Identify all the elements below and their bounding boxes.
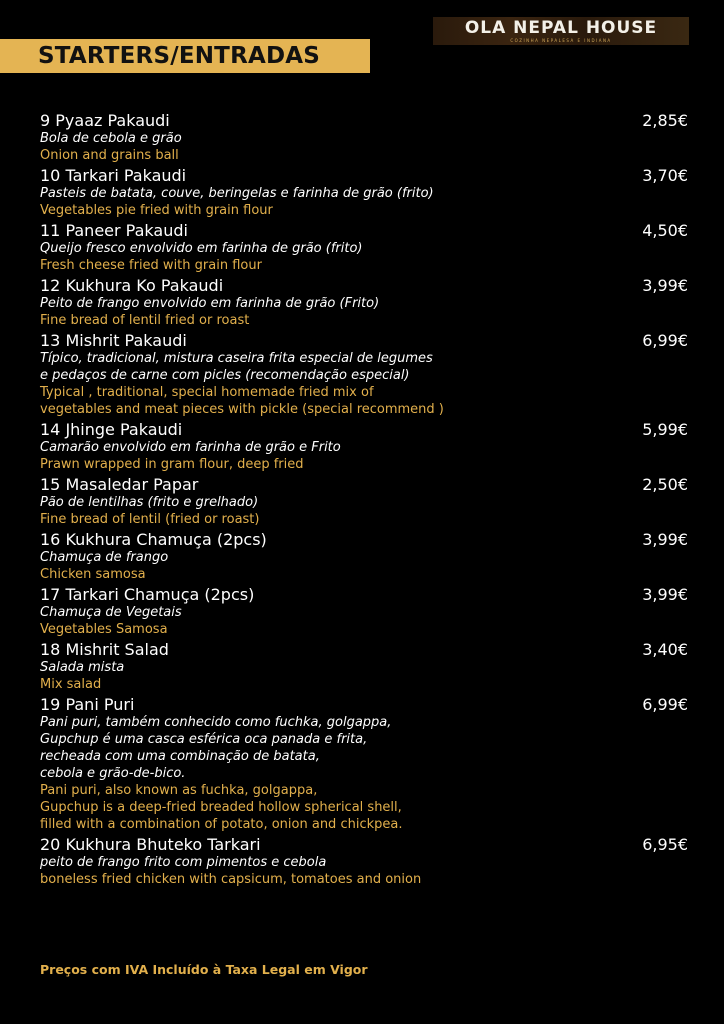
- menu-item-description-pt: e pedaços de carne com picles (recomendação especial): [40, 368, 410, 383]
- menu-item-description-pt: Chamuça de frango: [40, 550, 169, 565]
- menu-item-price: 3,99€: [642, 530, 688, 549]
- menu-item-price: 2,85€: [642, 111, 688, 130]
- menu-item: [40, 835, 690, 888]
- menu-item: [40, 475, 690, 528]
- menu-item-name: 12 Kukhura Ko Pakaudi: [40, 276, 224, 295]
- menu-item-name: 15 Masaledar Papar: [40, 475, 199, 494]
- section-title: STARTERS/ENTRADAS: [38, 43, 321, 69]
- menu-item-description-pt: Chamuça de Vegetais: [40, 605, 182, 620]
- menu-item-price: 6,99€: [642, 331, 688, 350]
- menu-item-description-pt: Bola de cebola e grão: [40, 131, 182, 146]
- menu-item-name: 10 Tarkari Pakaudi: [40, 166, 187, 185]
- menu-item-price: 2,50€: [642, 475, 688, 494]
- menu-item-description-pt: Camarão envolvido em farinha de grão e Frito: [40, 440, 341, 455]
- section-header-bar: [0, 39, 370, 73]
- menu-item-description-pt: Pasteis de batata, couve, beringelas e farinha de grão (frito): [40, 186, 434, 201]
- menu-item-description-en: Typical , traditional, special homemade fried mix of: [40, 385, 374, 400]
- menu-item-price: 3,70€: [642, 166, 688, 185]
- menu-item: [40, 585, 690, 638]
- menu-item-description-en: Gupchup is a deep-fried breaded hollow spherical shell,: [40, 800, 402, 815]
- menu-item-description-pt: Típico, tradicional, mistura caseira frita especial de legumes: [40, 351, 433, 366]
- menu-item-description-en: boneless fried chicken with capsicum, tomatoes and onion: [40, 872, 422, 887]
- menu-item: [40, 640, 690, 693]
- menu-item-name: 20 Kukhura Bhuteko Tarkari: [40, 835, 261, 854]
- menu-item-description-en: Fine bread of lentil (fried or roast): [40, 512, 260, 527]
- menu-item-price: 3,40€: [642, 640, 688, 659]
- menu-item-description-en: Fresh cheese fried with grain flour: [40, 258, 262, 273]
- menu-item-price: 3,99€: [642, 276, 688, 295]
- menu-item: [40, 530, 690, 583]
- menu-item-description-en: vegetables and meat pieces with pickle (special recommend ): [40, 402, 444, 417]
- menu-item-price: 6,95€: [642, 835, 688, 854]
- menu-item-description-pt: Salada mista: [40, 660, 125, 675]
- menu-item: [40, 111, 690, 164]
- menu-item-name: 14 Jhinge Pakaudi: [40, 420, 183, 439]
- menu-item-description-en: Vegetables Samosa: [40, 622, 168, 637]
- menu-item-description-pt: Pani puri, também conhecido como fuchka, golgappa,: [40, 715, 392, 730]
- menu-item-name: 13 Mishrit Pakaudi: [40, 331, 187, 350]
- menu-item-price: 5,99€: [642, 420, 688, 439]
- menu-item-name: 17 Tarkari Chamuça (2pcs): [40, 585, 255, 604]
- footer-tax-note: Preços com IVA Incluído à Taxa Legal em Vigor: [40, 962, 368, 977]
- menu-item-description-en: Chicken samosa: [40, 567, 146, 582]
- menu-item: [40, 221, 690, 274]
- menu-item-description-pt: Peito de frango envolvido em farinha de grão (Frito): [40, 296, 380, 311]
- menu-item-name: 19 Pani Puri: [40, 695, 135, 714]
- menu-item-price: 6,99€: [642, 695, 688, 714]
- menu-item: [40, 276, 690, 329]
- menu-item-description-pt: Gupchup é uma casca esférica oca panada e frita,: [40, 732, 368, 747]
- menu-item-description-pt: peito de frango frito com pimentos e cebola: [40, 855, 327, 870]
- menu-item-description-en: Vegetables pie fried with grain flour: [40, 203, 273, 218]
- menu-item-name: 18 Mishrit Salad: [40, 640, 169, 659]
- menu-item: [40, 166, 690, 219]
- menu-item-description-en: Pani puri, also known as fuchka, golgappa,: [40, 783, 318, 798]
- menu-item: [40, 331, 690, 418]
- menu-item-description-en: Onion and grains ball: [40, 148, 179, 163]
- menu-item-price: 4,50€: [642, 221, 688, 240]
- menu-item-description-en: Prawn wrapped in gram flour, deep fried: [40, 457, 304, 472]
- menu-item-name: 9 Pyaaz Pakaudi: [40, 111, 170, 130]
- logo-tagline: COZINHA NEPALESA E INDIANA: [510, 38, 612, 43]
- logo-text: OLA NEPAL HOUSE: [464, 18, 658, 38]
- restaurant-logo: [433, 17, 689, 45]
- menu-item-description-en: filled with a combination of potato, onion and chickpea.: [40, 817, 403, 832]
- menu-item-description-pt: cebola e grão-de-bico.: [40, 766, 186, 781]
- menu-item-description-pt: Pão de lentilhas (frito e grelhado): [40, 495, 259, 510]
- menu-list: [40, 111, 690, 890]
- menu-item-price: 3,99€: [642, 585, 688, 604]
- menu-item: [40, 695, 690, 833]
- menu-item-name: 11 Paneer Pakaudi: [40, 221, 188, 240]
- menu-item-description-pt: recheada com uma combinação de batata,: [40, 749, 320, 764]
- menu-item-description-en: Mix salad: [40, 677, 102, 692]
- menu-item-description-en: Fine bread of lentil fried or roast: [40, 313, 250, 328]
- menu-item-description-pt: Queijo fresco envolvido em farinha de grão (frito): [40, 241, 363, 256]
- menu-item: [40, 420, 690, 473]
- menu-item-name: 16 Kukhura Chamuça (2pcs): [40, 530, 267, 549]
